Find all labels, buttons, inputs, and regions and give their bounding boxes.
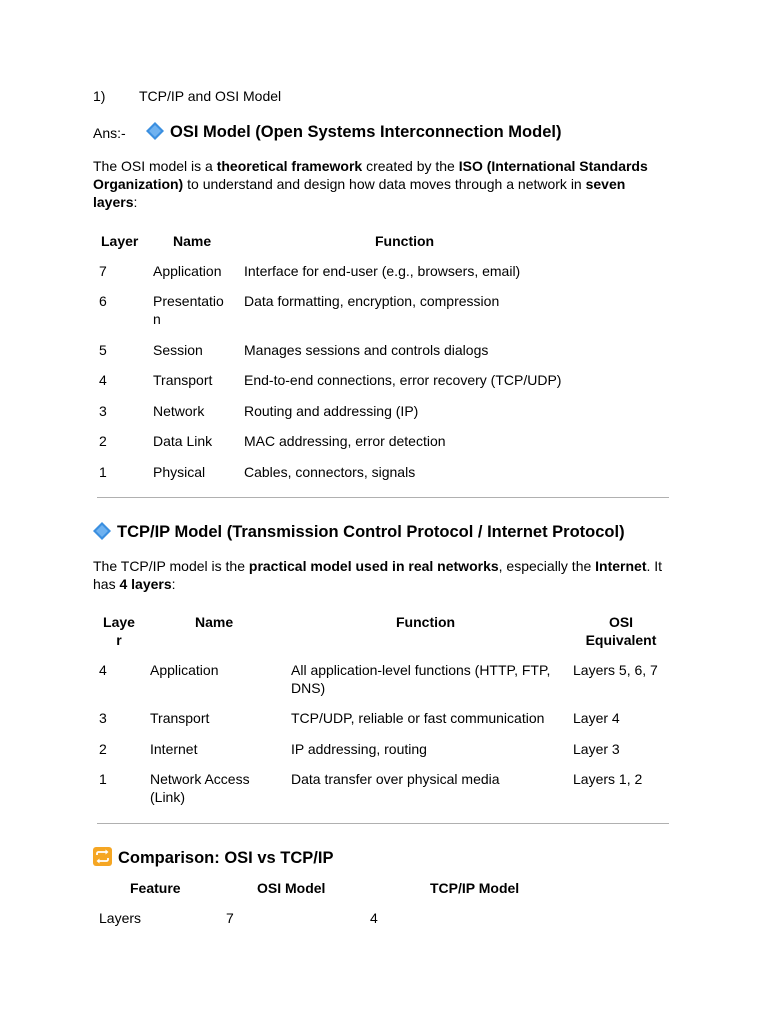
comparison-heading-text: Comparison: OSI vs TCP/IP [118, 849, 334, 867]
blue-diamond-icon [146, 122, 164, 140]
repeat-arrows-icon [93, 847, 112, 866]
tcpip-cell-layer: 3 [99, 710, 107, 726]
intro-bold: 4 layers [119, 576, 172, 592]
tcpip-cell-layer: 1 [99, 771, 107, 787]
comparison-heading [93, 847, 333, 868]
header-line: Equivalent [585, 632, 657, 648]
comparison-header-osi: OSI Model [257, 880, 326, 896]
comparison-header-tcpip: TCP/IP Model [430, 880, 520, 896]
tcpip-cell-function: All application-level functions (HTTP, FTP, [291, 662, 551, 678]
osi-heading-text: OSI Model (Open Systems Interconnection Model) [170, 123, 562, 141]
tcpip-cell-osi: Layers 5, 6, 7 [573, 662, 658, 678]
osi-heading [146, 122, 561, 142]
osi-cell-name: Data Link [153, 433, 213, 449]
tcpip-cell-function: Data transfer over physical media [291, 771, 500, 787]
osi-cell-name: Session [153, 342, 203, 358]
osi-cell-layer: 7 [99, 263, 107, 279]
tcpip-cell-name: Transport [150, 710, 210, 726]
comparison-cell-feature: Layers [99, 910, 142, 926]
section-divider [97, 497, 669, 498]
intro-bold: seven layers [93, 176, 626, 210]
ans-label: Ans:- [93, 125, 126, 141]
header-line: r [116, 632, 122, 648]
tcpip-heading [93, 522, 625, 542]
section-divider [97, 823, 669, 824]
osi-cell-layer: 4 [99, 372, 107, 388]
intro-bold: theoretical framework [216, 158, 363, 174]
tcpip-intro [93, 557, 673, 593]
tcpip-cell-osi: Layer 4 [573, 710, 620, 726]
tcpip-cell-function: TCP/UDP, reliable or fast communication [291, 710, 545, 726]
tcpip-cell-osi: Layer 3 [573, 741, 620, 757]
question-number: 1) [93, 88, 106, 104]
tcpip-cell-name: Network Access [150, 771, 250, 787]
intro-bold: practical model used in real networks [248, 558, 499, 574]
osi-intro [93, 157, 673, 211]
osi-cell-name-wrap: n [153, 311, 161, 327]
intro-text: The TCP/IP model is the [93, 558, 249, 574]
header-line: OSI [608, 614, 634, 630]
osi-cell-name: Physical [153, 464, 206, 480]
intro-bold: Internet [595, 558, 647, 574]
osi-header-name: Name [173, 233, 212, 249]
tcpip-heading-text: TCP/IP Model (Transmission Control Protocol / Internet Protocol) [117, 523, 625, 541]
osi-header-function: Function [375, 233, 435, 249]
osi-cell-layer: 5 [99, 342, 107, 358]
header-line: Laye [103, 614, 135, 630]
osi-header-layer: Layer [101, 233, 139, 249]
tcpip-cell-osi: Layers 1, 2 [573, 771, 643, 787]
tcpip-cell-layer: 4 [99, 662, 107, 678]
osi-cell-function: MAC addressing, error detection [244, 433, 446, 449]
tcpip-cell-name: Internet [150, 741, 198, 757]
comparison-header-feature: Feature [130, 880, 181, 896]
question-text: TCP/IP and OSI Model [139, 88, 282, 104]
tcpip-cell-function: IP addressing, routing [291, 741, 427, 757]
osi-cell-function: Data formatting, encryption, compression [244, 293, 500, 309]
tcpip-cell-function-wrap: DNS) [291, 680, 326, 696]
osi-cell-layer: 3 [99, 403, 107, 419]
osi-cell-function: Manages sessions and controls dialogs [244, 342, 489, 358]
intro-text: to understand and design how data moves through a network in [183, 176, 586, 192]
tcpip-header-name: Name [195, 614, 234, 630]
intro-text: : [133, 194, 138, 210]
intro-bold: ISO (International Standards Organization) [93, 158, 648, 192]
tcpip-cell-name: Application [150, 662, 219, 678]
osi-cell-name: Network [153, 403, 205, 419]
intro-text: . It has [93, 558, 663, 592]
intro-text: created by the [362, 158, 459, 174]
tcpip-header-layer [96, 613, 142, 649]
osi-cell-layer: 6 [99, 293, 107, 309]
osi-cell-function: Interface for end-user (e.g., browsers, email) [244, 263, 521, 279]
osi-cell-function: End-to-end connections, error recovery (TCP/UDP) [244, 372, 562, 388]
osi-cell-function: Cables, connectors, signals [244, 464, 416, 480]
comparison-cell-tcpip: 4 [370, 910, 378, 926]
blue-diamond-icon [93, 522, 111, 540]
tcpip-cell-layer: 2 [99, 741, 107, 757]
osi-cell-layer: 2 [99, 433, 107, 449]
intro-text: The OSI model is a [93, 158, 217, 174]
osi-cell-name: Presentatio [153, 293, 224, 309]
osi-cell-layer: 1 [99, 464, 107, 480]
tcpip-cell-name-wrap: (Link) [150, 789, 186, 805]
intro-text: : [171, 576, 176, 592]
osi-cell-name: Application [153, 263, 222, 279]
comparison-cell-osi: 7 [226, 910, 234, 926]
tcpip-header-osi [578, 613, 664, 649]
osi-cell-function: Routing and addressing (IP) [244, 403, 419, 419]
intro-text: , especially the [498, 558, 596, 574]
osi-cell-name: Transport [153, 372, 213, 388]
tcpip-header-function: Function [396, 614, 456, 630]
